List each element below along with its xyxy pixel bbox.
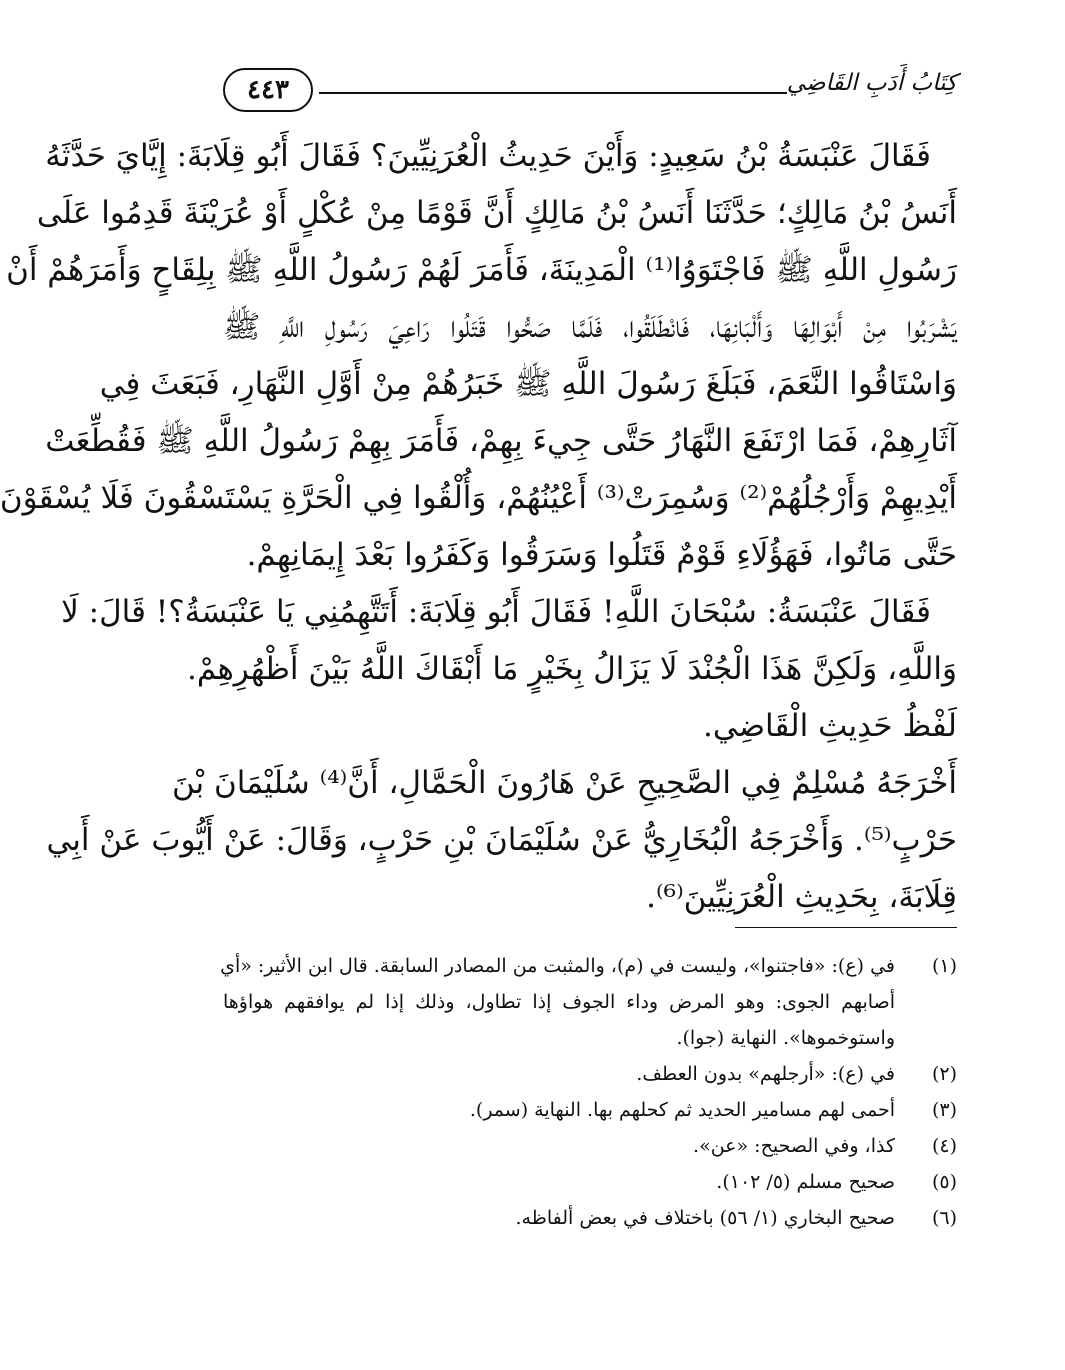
text-line: فَقَالَ عَنْبَسَةُ: سُبْحَانَ اللَّهِ! فَقَالَ أَبُو قِلَابَةَ: أَتَتَّهِمُنِي يَا عَنْبَسَةُ؟! قَالَ: لَا — [61, 594, 931, 630]
text-line: أَيْدِيهِمْ وَأَرْجُلُهُمْ⁽²⁾ وَسُمِرَتْ⁽³⁾ أَعْيُنُهُمْ، وَأُلْقُوا فِي الْحَرَّةِ يَسْتَسْقُونَ فَلَا يُسْقَوْنَ — [0, 480, 957, 516]
footnote-line: واستوخموها». النهاية (جوا). — [676, 1027, 895, 1049]
footnote — [223, 1164, 957, 1200]
footnote-number: (٤) — [931, 1135, 957, 1157]
text-line: رَسُولِ اللَّهِ ﷺ فَاجْتَوَوُا⁽¹⁾ الْمَدِينَةَ، فَأَمَرَ لَهُمْ رَسُولُ اللَّهِ ﷺ بِلِقَاحٍ وَأَمَرَهُمْ أَنْ — [6, 252, 957, 288]
text-line: وَاللَّهِ، وَلَكِنَّ هَذَا الْجُنْدَ لَا يَزَالُ بِخَيْرٍ مَا أَبْقَاكَ اللَّهُ بَيْنَ أَظْهُرِهِمْ. — [186, 651, 957, 687]
footnote-number: (٣) — [931, 1099, 957, 1121]
footnote-line: صحيح مسلم (٥/ ١٠٢). — [716, 1171, 895, 1193]
text-line: وَاسْتَاقُوا النَّعَمَ، فَبَلَغَ رَسُولَ اللَّهِ ﷺ خَبَرُهُمْ مِنْ أَوَّلِ النَّهَارِ، فَبَعَثَ فِي — [99, 366, 957, 402]
text-line: آثَارِهِمْ، فَمَا ارْتَفَعَ النَّهَارُ حَتَّى جِيءَ بِهِمْ، فَأَمَرَ بِهِمْ رَسُولُ اللَّهِ ﷺ فَقُطِّعَتْ — [45, 423, 957, 459]
footnote-line: كذا، وفي الصحيح: «عن». — [693, 1135, 895, 1157]
text-line: أَخْرَجَهُ مُسْلِمٌ فِي الصَّحِيحِ عَنْ هَارُونَ الْحَمَّالِ، أَنَّ⁽⁴⁾ سُلَيْمَانَ بْنَ — [171, 765, 957, 801]
footnote — [223, 1056, 957, 1092]
main-text — [0, 128, 957, 926]
text-line: لَفْظُ حَدِيثِ الْقَاضِي. — [703, 708, 957, 744]
text-line: أَنَسُ بْنُ مَالِكٍ؛ حَدَّثَنَا أَنَسُ بْنُ مَالِكٍ أَنَّ قَوْمًا مِنْ عُكْلٍ أَوْ عُرَيْنَةَ قَدِمُوا عَلَى — [36, 195, 957, 231]
footnote-line: في (ع): «فاجتنوا»، وليست في (م)، والمثبت من المصادر السابقة. قال ابن الأثير: «أي — [220, 955, 895, 977]
header-rule — [319, 92, 787, 94]
footnote — [223, 1092, 957, 1128]
footnote-number: (٢) — [931, 1063, 957, 1085]
footnote-line: أحمى لهم مسامير الحديد ثم كحلهم بها. النهاية (سمر). — [469, 1099, 895, 1121]
text-line: حَرْبٍ⁽⁵⁾. وَأَخْرَجَهُ الْبُخَارِيُّ عَنْ سُلَيْمَانَ بْنِ حَرْبٍ، وَقَالَ: عَنْ أَيُّوبَ عَنْ أَبِي — [46, 822, 957, 858]
footnote — [223, 1200, 957, 1236]
footnote-line: أصابهم الجوى: وهو المرض وداء الجوف إذا تطاول، وذلك إذا لم يوافقهم هواؤها — [223, 991, 895, 1013]
text-line: حَتَّى مَاتُوا، فَهَؤُلَاءِ قَوْمٌ قَتَلُوا وَسَرَقُوا وَكَفَرُوا بَعْدَ إِيمَانِهِمْ. — [246, 537, 957, 573]
running-title: كِتَابُ أَدَبِ القَاضِي — [786, 70, 957, 96]
footnote-line: في (ع): «أرجلهم» بدون العطف. — [636, 1063, 895, 1085]
text-line: يَشْرَبُوا مِنْ أَبْوَالِهَا وَأَلْبَانِهَا، فَانْطَلَقُوا، فَلَمَّا صَحُّوا قَتَلُوا رَاعِيَ رَسُولِ اللَّهِ ﷺ — [223, 309, 957, 345]
page-header — [223, 62, 957, 112]
footnote — [220, 948, 957, 1056]
footnote-line: صحيح البخاري (١/ ٥٦) باختلاف في بعض ألفاظه. — [515, 1207, 895, 1229]
footnote — [223, 1128, 957, 1164]
page-number: ٤٤٣ — [223, 68, 313, 112]
footnote-number: (٦) — [931, 1207, 957, 1229]
footnote-number: (١) — [931, 955, 957, 977]
footnote-number: (٥) — [931, 1171, 957, 1193]
footnote-separator — [735, 927, 957, 928]
footnotes — [220, 948, 957, 1236]
text-line: فَقَالَ عَنْبَسَةُ بْنُ سَعِيدٍ: وَأَيْنَ حَدِيثُ الْعُرَنِيِّينَ؟ فَقَالَ أَبُو قِلَابَةَ: إِيَّايَ حَدَّثَهُ — [45, 138, 931, 174]
text-line: قِلَابَةَ، بِحَدِيثِ الْعُرَنِيِّينَ⁽⁶⁾. — [646, 879, 957, 915]
